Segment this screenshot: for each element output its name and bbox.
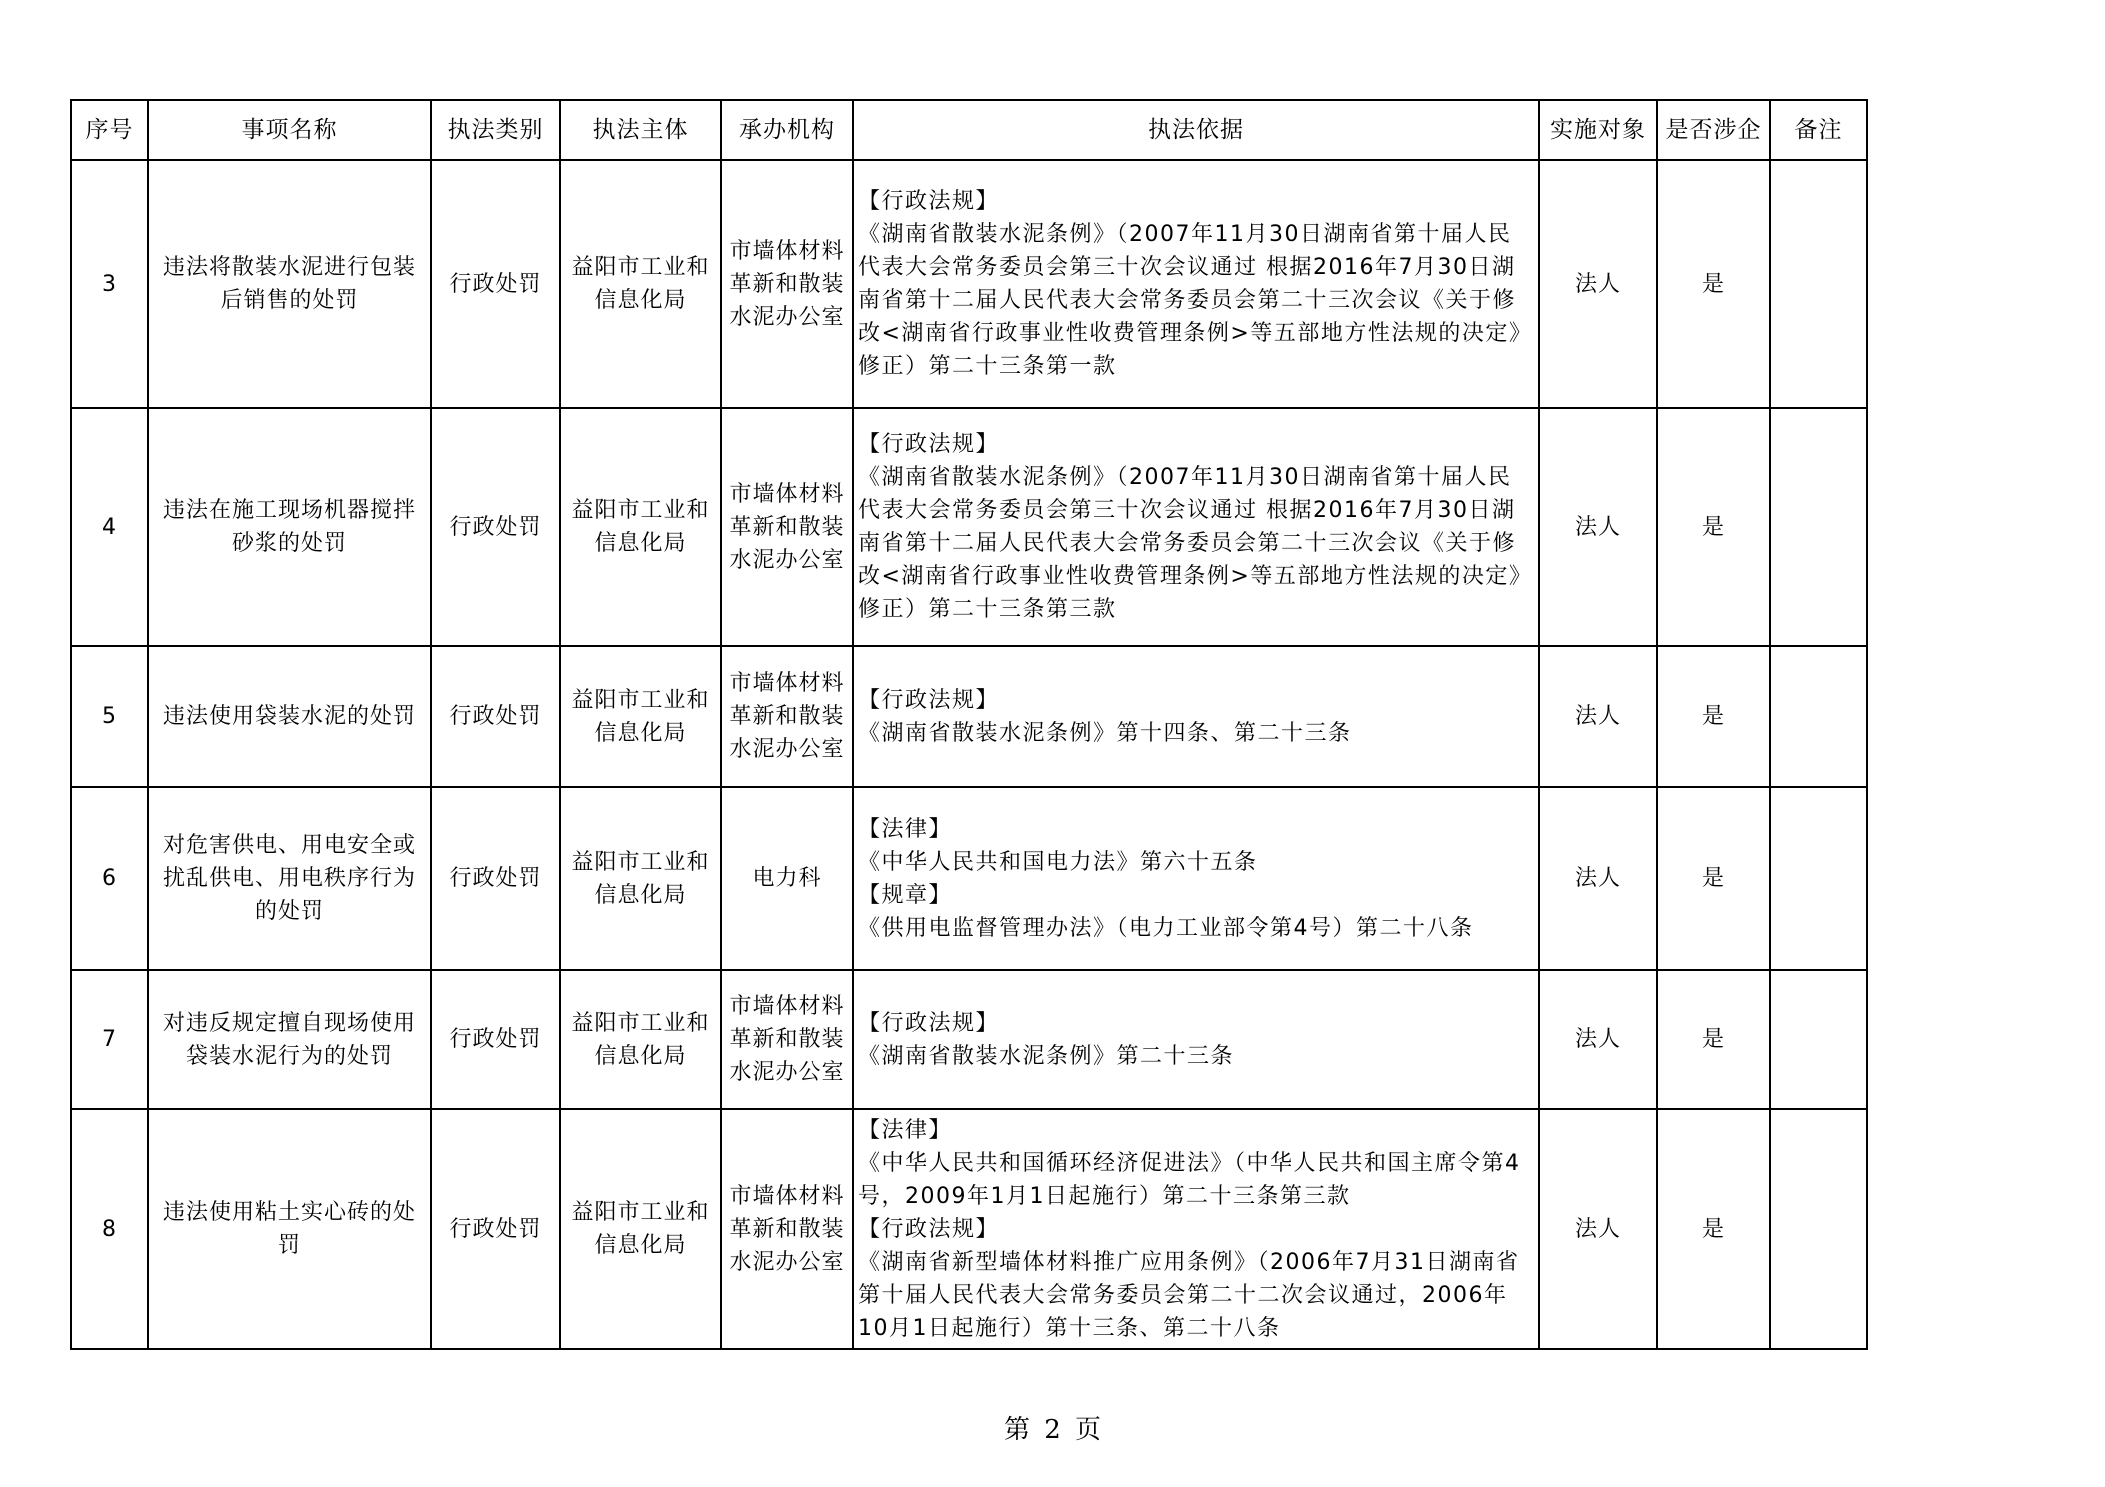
cell-category: 行政处罚 <box>431 970 560 1109</box>
basis-line: 《湖南省散装水泥条例》（2007年11月30日湖南省第十届人民代表大会常务委员会第三十次会议通过 根据2016年7月30日湖南省第十二届人民代表大会常务委员会第二十三次会议《关于修改<湖南省行政事业性收费管理条例>等五部地方性法规的决定》修正）第二十三条第三款 <box>858 465 1533 622</box>
cell-agency: 市墙体材料革新和散装水泥办公室 <box>721 646 853 787</box>
header-remark: 备注 <box>1770 100 1867 160</box>
basis-line: 《湖南省散装水泥条例》第十四条、第二十三条 <box>858 720 1352 746</box>
header-no: 序号 <box>71 100 148 160</box>
basis-line: 【法律】 <box>858 816 953 842</box>
cell-enterprise: 是 <box>1657 787 1770 970</box>
header-agency: 承办机构 <box>721 100 853 160</box>
cell-item-name: 违法使用袋装水泥的处罚 <box>148 646 431 787</box>
cell-remark <box>1770 970 1867 1109</box>
basis-line: 【行政法规】 <box>858 1216 1000 1242</box>
cell-item-name: 对危害供电、用电安全或扰乱供电、用电秩序行为的处罚 <box>148 787 431 970</box>
cell-item-name: 对违反规定擅自现场使用袋装水泥行为的处罚 <box>148 970 431 1109</box>
basis-line: 【法律】 <box>858 1117 953 1143</box>
basis-line: 【行政法规】 <box>858 432 1000 457</box>
cell-basis <box>853 787 1539 970</box>
table-row <box>71 408 1867 646</box>
header-subject: 执法主体 <box>560 100 721 160</box>
cell-no: 4 <box>71 408 148 646</box>
cell-target: 法人 <box>1539 646 1657 787</box>
basis-line: 《供用电监督管理办法》（电力工业部令第4号）第二十八条 <box>858 915 1474 941</box>
cell-agency: 电力科 <box>721 787 853 970</box>
cell-category: 行政处罚 <box>431 1109 560 1349</box>
table-row <box>71 160 1867 408</box>
cell-target: 法人 <box>1539 1109 1657 1349</box>
header-item-name: 事项名称 <box>148 100 431 160</box>
cell-target: 法人 <box>1539 160 1657 408</box>
basis-line: 【规章】 <box>858 882 953 908</box>
table-row <box>71 1109 1867 1349</box>
cell-basis <box>853 1109 1539 1349</box>
header-category: 执法类别 <box>431 100 560 160</box>
enforcement-items-table <box>70 99 1868 1350</box>
cell-enterprise: 是 <box>1657 646 1770 787</box>
cell-agency: 市墙体材料革新和散装水泥办公室 <box>721 408 853 646</box>
cell-no: 5 <box>71 646 148 787</box>
cell-basis <box>853 408 1539 646</box>
cell-basis <box>853 160 1539 408</box>
cell-subject: 益阳市工业和信息化局 <box>560 970 721 1109</box>
cell-target: 法人 <box>1539 787 1657 970</box>
basis-line: 《湖南省散装水泥条例》（2007年11月30日湖南省第十届人民代表大会常务委员会第三十次会议通过 根据2016年7月30日湖南省第十二届人民代表大会常务委员会第二十三次会议《关于修改<湖南省行政事业性收费管理条例>等五部地方性法规的决定》修正）第二十三条第一款 <box>858 222 1533 379</box>
cell-category: 行政处罚 <box>431 787 560 970</box>
cell-no: 3 <box>71 160 148 408</box>
basis-line: 【行政法规】 <box>858 189 1000 214</box>
table-row <box>71 787 1867 970</box>
cell-agency: 市墙体材料革新和散装水泥办公室 <box>721 970 853 1109</box>
cell-category: 行政处罚 <box>431 160 560 408</box>
basis-line: 《湖南省散装水泥条例》第二十三条 <box>858 1043 1235 1069</box>
table-row <box>71 970 1867 1109</box>
cell-subject: 益阳市工业和信息化局 <box>560 160 721 408</box>
header-target: 实施对象 <box>1539 100 1657 160</box>
header-basis: 执法依据 <box>853 100 1539 160</box>
basis-line: 《中华人民共和国循环经济促进法》（中华人民共和国主席令第4号，2009年1月1日起施行）第二十三条第三款 <box>858 1150 1521 1209</box>
basis-line: 《中华人民共和国电力法》第六十五条 <box>858 849 1258 875</box>
cell-category: 行政处罚 <box>431 646 560 787</box>
cell-no: 6 <box>71 787 148 970</box>
table-header-row <box>71 100 1867 160</box>
cell-remark <box>1770 160 1867 408</box>
page-number: 第 2 页 <box>1003 1415 1102 1445</box>
cell-remark <box>1770 646 1867 787</box>
cell-subject: 益阳市工业和信息化局 <box>560 1109 721 1349</box>
basis-line: 【行政法规】 <box>858 687 1000 713</box>
cell-remark <box>1770 787 1867 970</box>
header-enterprise: 是否涉企 <box>1657 100 1770 160</box>
basis-line: 【行政法规】 <box>858 1010 1000 1036</box>
cell-enterprise: 是 <box>1657 160 1770 408</box>
cell-target: 法人 <box>1539 408 1657 646</box>
cell-basis <box>853 970 1539 1109</box>
cell-no: 7 <box>71 970 148 1109</box>
cell-enterprise: 是 <box>1657 408 1770 646</box>
cell-enterprise: 是 <box>1657 970 1770 1109</box>
cell-target: 法人 <box>1539 970 1657 1109</box>
cell-agency: 市墙体材料革新和散装水泥办公室 <box>721 160 853 408</box>
cell-remark <box>1770 408 1867 646</box>
cell-subject: 益阳市工业和信息化局 <box>560 408 721 646</box>
cell-category: 行政处罚 <box>431 408 560 646</box>
cell-item-name: 违法将散装水泥进行包装后销售的处罚 <box>148 160 431 408</box>
cell-subject: 益阳市工业和信息化局 <box>560 787 721 970</box>
basis-line: 《湖南省新型墙体材料推广应用条例》（2006年7月31日湖南省第十届人民代表大会常务委员会第二十二次会议通过，2006年10月1日起施行）第十三条、第二十八条 <box>858 1249 1520 1341</box>
cell-item-name: 违法使用粘土实心砖的处罚 <box>148 1109 431 1349</box>
cell-enterprise: 是 <box>1657 1109 1770 1349</box>
cell-no: 8 <box>71 1109 148 1349</box>
cell-agency: 市墙体材料革新和散装水泥办公室 <box>721 1109 853 1349</box>
cell-basis <box>853 646 1539 787</box>
cell-remark <box>1770 1109 1867 1349</box>
table-row <box>71 646 1867 787</box>
cell-item-name: 违法在施工现场机器搅拌砂浆的处罚 <box>148 408 431 646</box>
cell-subject: 益阳市工业和信息化局 <box>560 646 721 787</box>
